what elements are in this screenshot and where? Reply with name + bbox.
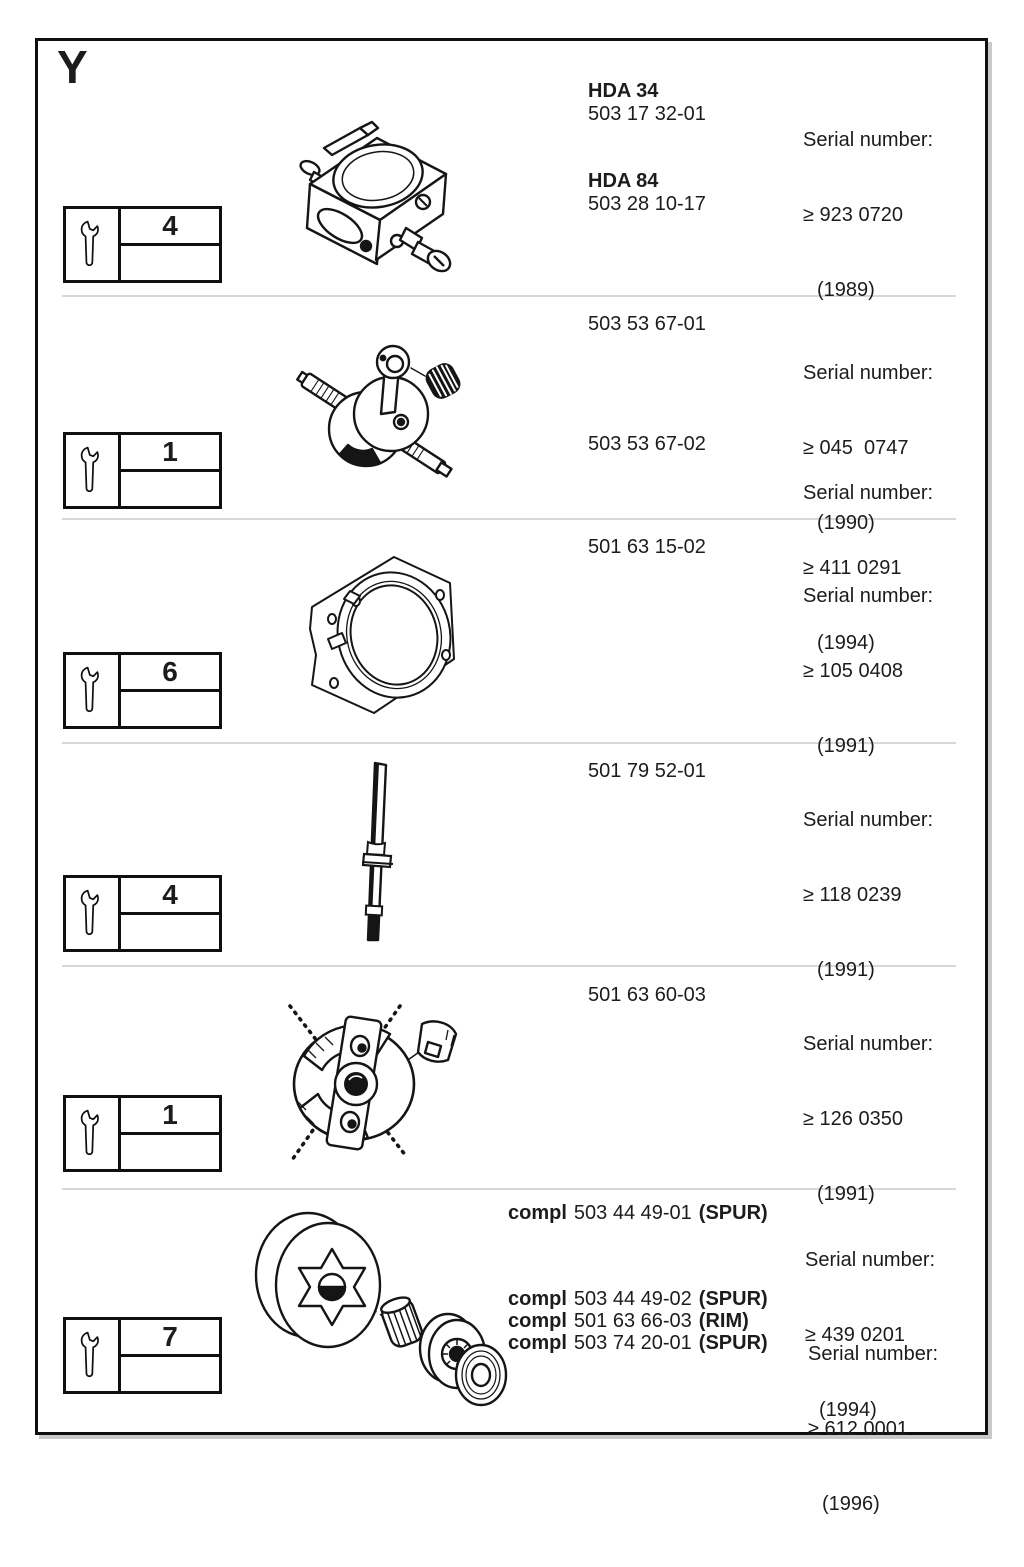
- serial-year: (1994): [819, 1399, 877, 1421]
- serial-value: ≥ 118 0239: [803, 884, 902, 906]
- serial-label: Serial number:: [803, 809, 934, 831]
- quantity-box: [63, 432, 222, 509]
- clutch-drum-sprocket-illustration: [252, 1205, 510, 1417]
- part-entry: [588, 80, 706, 126]
- part-number: 501 79 52-01: [588, 760, 706, 782]
- quantity-empty-cell: [121, 472, 219, 506]
- quantity-empty-cell: [121, 692, 219, 726]
- serial-year: (1989): [817, 279, 875, 301]
- clutch-illustration: [270, 990, 475, 1172]
- serial-label: Serial number:: [803, 362, 934, 384]
- quantity-box: [63, 1317, 222, 1394]
- part-number: 501 63 15-02: [588, 536, 706, 558]
- wrench-icon: [66, 209, 121, 280]
- serial-value: ≥ 045 0747: [803, 437, 909, 459]
- quantity-value: 4: [121, 878, 219, 915]
- quantity-box: [63, 1095, 222, 1172]
- part-entry: [508, 1202, 768, 1225]
- part-number: 503 17 32-01: [588, 103, 706, 125]
- wrench-icon: [66, 1320, 121, 1391]
- mounting-plate-illustration: [298, 543, 470, 721]
- serial-year: (1991): [817, 735, 875, 757]
- quantity-value: 6: [121, 655, 219, 692]
- serial-value: ≥ 105 0408: [803, 660, 903, 682]
- crankshaft-illustration: [283, 326, 473, 494]
- part-number: 503 44 49-01: [573, 1202, 692, 1224]
- quantity-box: [63, 875, 222, 952]
- part-prefix: compl: [508, 1332, 567, 1354]
- part-suffix: (SPUR): [698, 1288, 768, 1310]
- part-number: 503 53 67-01: [588, 313, 706, 335]
- part-prefix: compl: [508, 1288, 567, 1310]
- quantity-value: 1: [121, 1098, 219, 1135]
- wrench-icon: [66, 1098, 121, 1169]
- part-prefix: compl: [508, 1202, 567, 1224]
- part-number: 503 53 67-02: [588, 433, 706, 455]
- serial-year: (1991): [817, 1183, 875, 1205]
- quantity-empty-cell: [121, 1135, 219, 1169]
- serial-year: (1991): [817, 959, 875, 981]
- part-entry: [588, 433, 706, 456]
- serial-value: ≥ 612 0001: [808, 1418, 908, 1440]
- quantity-empty-cell: [121, 915, 219, 949]
- serial-number-block: [808, 1292, 938, 1567]
- wrench-icon: [66, 878, 121, 949]
- part-entry: [508, 1310, 749, 1333]
- serial-value: ≥ 126 0350: [803, 1108, 903, 1130]
- part-entry: [588, 984, 706, 1007]
- part-number: 501 63 60-03: [588, 984, 706, 1006]
- serial-year: (1996): [822, 1493, 880, 1515]
- wrench-icon: [66, 655, 121, 726]
- part-number: 501 63 66-03: [573, 1310, 692, 1332]
- serial-label: Serial number:: [803, 1033, 934, 1055]
- part-model-name: HDA 34: [588, 80, 659, 102]
- serial-value: ≥ 411 0291: [803, 557, 902, 579]
- part-suffix: (RIM): [698, 1310, 749, 1332]
- quantity-value: 4: [121, 209, 219, 246]
- part-entry: [588, 760, 706, 783]
- part-suffix: (SPUR): [698, 1202, 768, 1224]
- serial-label: Serial number:: [808, 1343, 939, 1365]
- serial-label: Serial number:: [803, 585, 934, 607]
- part-suffix: (SPUR): [698, 1332, 768, 1354]
- part-number: 503 44 49-02: [573, 1288, 692, 1310]
- serial-year: (1990): [817, 512, 875, 534]
- quantity-box: [63, 652, 222, 729]
- carburetor-illustration: [276, 110, 466, 272]
- part-entry: [508, 1332, 768, 1355]
- fuel-line-illustration: [332, 758, 412, 948]
- part-entry: [588, 536, 706, 559]
- quantity-empty-cell: [121, 1357, 219, 1391]
- quantity-box: [63, 206, 222, 283]
- serial-value: ≥ 439 0201: [805, 1324, 905, 1346]
- quantity-empty-cell: [121, 246, 219, 280]
- page-section-letter: Y: [57, 41, 88, 93]
- serial-value: ≥ 923 0720: [803, 204, 903, 226]
- part-entry: [588, 313, 706, 336]
- part-entry: [508, 1288, 768, 1311]
- serial-label: Serial number:: [803, 482, 934, 504]
- part-model-name: HDA 84: [588, 170, 659, 192]
- quantity-value: 1: [121, 435, 219, 472]
- part-prefix: compl: [508, 1310, 567, 1332]
- serial-year: (1994): [817, 632, 875, 654]
- quantity-value: 7: [121, 1320, 219, 1357]
- serial-label: Serial number:: [803, 129, 934, 151]
- part-entry: [588, 170, 706, 216]
- wrench-icon: [66, 435, 121, 506]
- part-number: 503 28 10-17: [588, 193, 706, 215]
- serial-label: Serial number:: [805, 1249, 936, 1271]
- part-number: 503 74 20-01: [573, 1332, 692, 1354]
